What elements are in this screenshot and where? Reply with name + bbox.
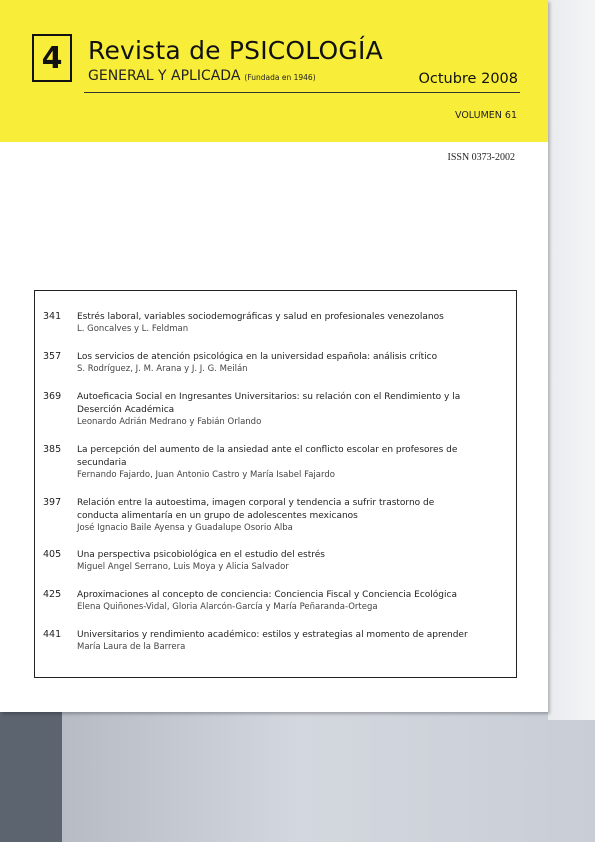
- header-rule: [84, 92, 520, 93]
- toc-title: Universitarios y rendimiento académico: estilos y estrategias al momento de aprender: [77, 630, 468, 640]
- table-of-contents: [34, 290, 517, 678]
- toc-title: Los servicios de atención psicológica en la universidad española: análisis crítico: [77, 352, 438, 362]
- toc-page: 405: [43, 549, 62, 560]
- toc-title: Aproximaciones al concepto de conciencia: Conciencia Fiscal y Conciencia Ecológica: [77, 590, 457, 600]
- toc-page: 441: [43, 629, 62, 640]
- volume-label: VOLUMEN 61: [455, 110, 517, 121]
- issue-date: Octubre 2008: [418, 71, 518, 87]
- journal-subtitle: [88, 68, 316, 84]
- toc-authors: Leonardo Adrián Medrano y Fabián Orlando: [77, 417, 262, 427]
- toc-title: La percepción del aumento de la ansiedad ante el conflicto escolar en profesores de secundaria: [77, 445, 458, 468]
- toc-title: Estrés laboral, variables sociodemográficas y salud en profesionales venezolanos: [77, 312, 444, 322]
- scan-shadow: [0, 712, 62, 842]
- toc-page: 341: [43, 311, 62, 322]
- toc-page: 385: [43, 444, 62, 455]
- toc-authors: María Laura de la Barrera: [77, 642, 186, 652]
- issn: ISSN 0373-2002: [447, 152, 515, 163]
- toc-authors: Miguel Angel Serrano, Luis Moya y Alicia Salvador: [77, 562, 289, 572]
- toc-page: 397: [43, 497, 62, 508]
- toc-title: Una perspectiva psicobiológica en el estudio del estrés: [77, 550, 325, 560]
- page-edge: [548, 0, 595, 720]
- toc-page: 369: [43, 391, 62, 402]
- toc-authors: José Ignacio Baile Ayensa y Guadalupe Osorio Alba: [77, 523, 293, 533]
- toc-title: Autoeficacia Social en Ingresantes Universitarios: su relación con el Rendimiento y la Deserción Académica: [77, 392, 461, 415]
- toc-title: Relación entre la autoestima, imagen corporal y tendencia a sufrir trastorno de conducta alimentaría en un grupo de adolescentes mexicanos: [77, 498, 435, 521]
- toc-page: 425: [43, 589, 62, 600]
- toc-authors: S. Rodríguez, J. M. Arana y J. J. G. Meilán: [77, 364, 248, 374]
- founded-note: (Fundada en 1946): [244, 73, 316, 82]
- header-band: [0, 0, 548, 142]
- journal-title: Revista de PSICOLOGÍA: [88, 36, 383, 65]
- journal-subtitle-text: GENERAL Y APLICADA: [88, 68, 241, 84]
- toc-authors: L. Goncalves y L. Feldman: [77, 324, 189, 334]
- toc-page: 357: [43, 351, 62, 362]
- toc-authors: Fernando Fajardo, Juan Antonio Castro y María Isabel Fajardo: [77, 470, 335, 480]
- issue-number: 4: [32, 34, 72, 82]
- toc-authors: Elena Quiñones-Vidal, Gloria Alarcón-García y María Peñaranda-Ortega: [77, 602, 378, 612]
